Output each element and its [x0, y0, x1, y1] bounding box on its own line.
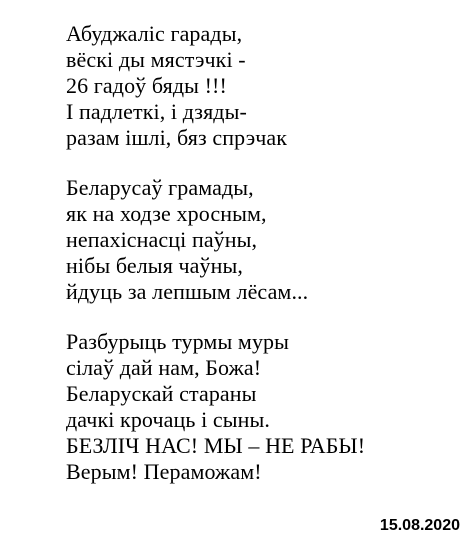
date-label: 15.08.2020 — [379, 517, 460, 534]
poem-line: нібы белыя чаўны, — [66, 253, 243, 278]
poem-line: непахіснасці паўны, — [66, 227, 258, 252]
poem-line: вёскі ды мястэчкі - — [66, 47, 246, 72]
poem-line: сілаў дай нам, Божа! — [66, 355, 262, 380]
poem-line: дачкі крочаць і сыны. — [66, 407, 271, 432]
poem-line: разам ішлі, бяз спрэчак — [66, 125, 288, 150]
stanza-3 — [66, 329, 466, 485]
stanza-2 — [66, 175, 466, 305]
poem-line: Беларусаў грамады, — [66, 175, 254, 200]
poem-line: Разбурыць турмы муры — [66, 329, 290, 354]
poem-line: І падлеткі, і дзяды- — [66, 99, 247, 124]
stanza-1 — [66, 21, 466, 151]
poem — [66, 21, 466, 509]
poem-line: 26 гадоў бяды !!! — [66, 73, 227, 98]
poem-line: йдуць за лепшым лёсам... — [66, 279, 309, 304]
poem-line: Абуджаліс гарады, — [66, 21, 243, 46]
poem-line: БЕЗЛІЧ НАС! МЫ – НЕ РАБЫ! — [66, 433, 366, 458]
poem-line: Беларускай стараны — [66, 381, 257, 406]
poem-line: як на ходзе хросным, — [66, 201, 267, 226]
poem-line: Верым! Пераможам! — [66, 459, 262, 484]
